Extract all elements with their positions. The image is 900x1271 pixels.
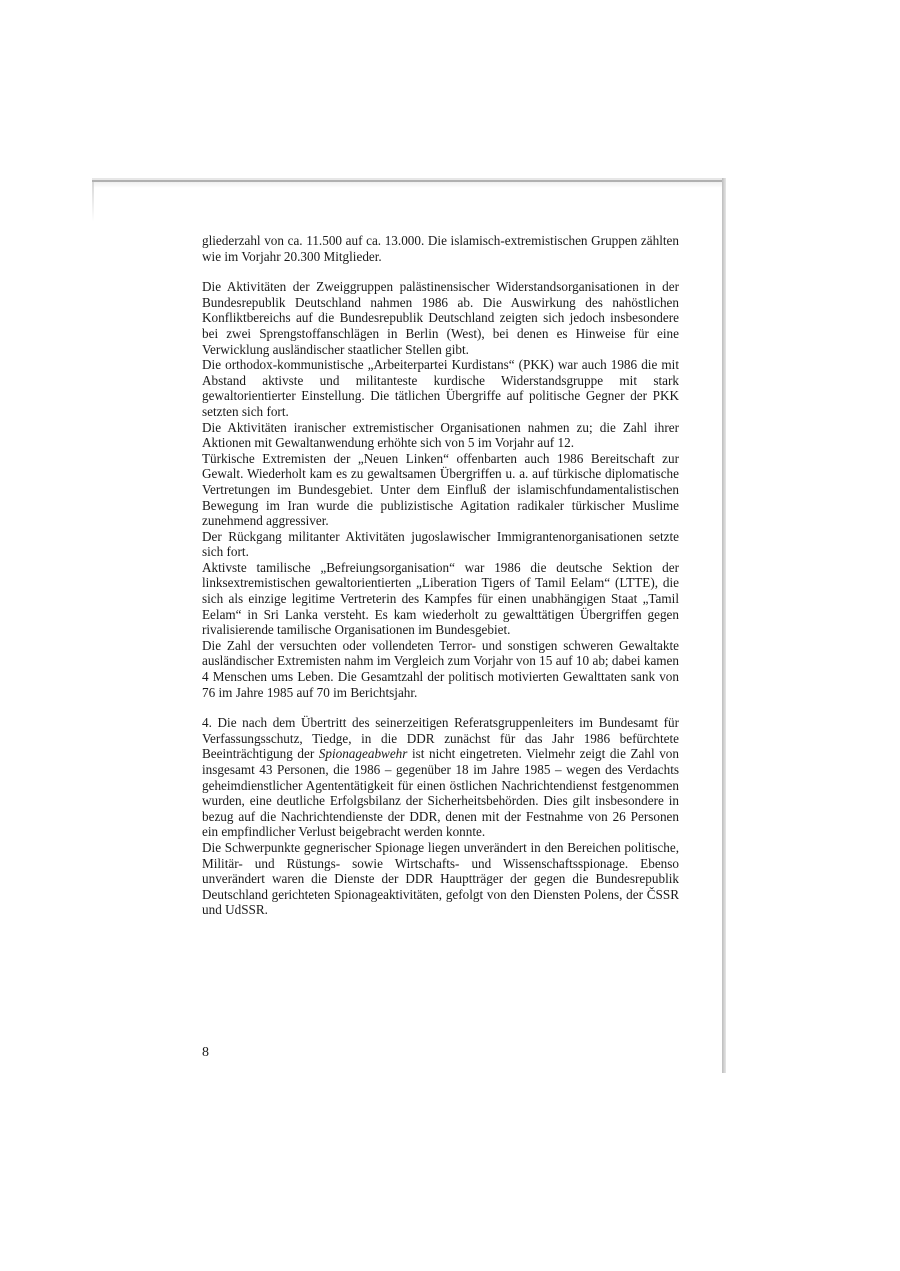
paragraph-violence-statistics: Die Zahl der versuchten oder vollendeten Terror- und sonstigen schweren Gewaltakte ausländischer Extremisten nahm im Vergleich zum Vorjahr von 15 auf 10 ab; dabei kamen 4 Menschen ums Leben. Die Gesamtzahl der politisch motivierten Gewalttaten sank von 76 im Jahre 1985 auf 70 im Berichtsjahr. [202, 637, 679, 700]
paragraph-palestinian-groups: Die Aktivitäten der Zweiggruppen palästinensischer Widerstandsorganisationen in der Bundesrepublik Deutschland nahmen 1986 ab. Die Auswirkung des nahöstlichen Konfliktbereichs auf die Bundesrepublik Deutschland zeigten sich jedoch insbesondere bei zwei Sprengstoffanschlägen in Berlin (West), bei denen es Hinweise für eine Verwicklung ausländischer staatlicher Stellen gibt. [202, 279, 679, 357]
section-4-rest: ist nicht eingetreten. Vielmehr zeigt die Zahl von insgesamt 43 Personen, die 1986 – gegenüber 18 im Jahre 1985 – wegen des Verdachts geheimdienstlicher Agententätigkeit für einen östlichen Nachrichtendienst festgenommen wurden, eine deutliche Erfolgsbilanz der Sicherheitsbehörden. Dies gilt insbesondere in bezug auf die Nachrichtendienste der DDR, denen mit der Festnahme von 26 Personen ein empfindlicher Verlust beigebracht werden konnte. [202, 746, 679, 840]
section-4-emphasis: Spionageabwehr [318, 746, 408, 762]
paragraph-espionage-focus: Die Schwerpunkte gegnerischer Spionage liegen unverändert in den Bereichen politische, Militär- und Rüstungs- sowie Wirtschafts- und Wissenschaftsspionage. Ebenso unverändert waren die Dienste der DDR Hauptträger der gegen die Bundesrepublik Deutschland gerichteten Spionageaktivitäten, gefolgt von den Diensten Polens, der ČSSR und UdSSR. [202, 839, 679, 918]
scan-right-edge [722, 178, 726, 1073]
paragraph-turkish-extremists: Türkische Extremisten der „Neuen Linken“ offenbarten auch 1986 Bereitschaft zur Gewalt. Wiederholt kam es zu gewaltsamen Übergriffen u. a. auf türkische diplomatische Vertretungen im Bundesgebiet. Unter dem Einfluß der islamischfundamentalistischen Bewegung im Iran wurde die publizistische Agitation radikaler türkischer Muslime zunehmend aggressiver. [202, 450, 679, 529]
paragraph-tamil-groups: Aktivste tamilische „Befreiungsorganisation“ war 1986 die deutsche Sektion der linksextremistischen gewaltorientierten „Liberation Tigers of Tamil Eelam“ (LTTE), die sich als einzige legitime Vertreterin des Kampfes für einen unabhängigen Staat „Tamil Eelam“ in Sri Lanka versteht. Es kam wiederholt zu gewalttätigen Übergriffen gegen rivalisierende tamilische Organisationen im Bundesgebiet. [202, 559, 679, 638]
section-4-intro: 4. Die nach dem Übertritt des seinerzeitigen Referatsgruppenleiters im Bundesamt für Verfassungsschutz, Tiedge, in die DDR zunächst für das Jahr 1986 befürchtete Beeinträchtigung der [202, 715, 679, 762]
paragraph-yugoslav-groups: Der Rückgang militanter Aktivitäten jugoslawischer Immigrantenorganisationen setzte sich fort. [202, 528, 679, 560]
paragraph-pkk: Die orthodox-kommunistische „Arbeiterpartei Kurdistans“ (PKK) war auch 1986 die mit Abstand aktivste und militanteste kurdische Widerstandsgruppe mit stark gewaltorientierter Einstellung. Die tätlichen Übergriffe auf politische Gegner der PKK setzten sich fort. [202, 357, 679, 419]
paragraph-membership: gliederzahl von ca. 11.500 auf ca. 13.000. Die islamisch-extremistischen Gruppen zählten wie im Vorjahr 20.300 Mitglieder. [202, 233, 679, 264]
paragraph-iranian-groups: Die Aktivitäten iranischer extremistischer Organisationen nahmen zu; die Zahl ihrer Aktionen mit Gewaltanwendung erhöhte sich von 5 im Vorjahr auf 12. [202, 419, 679, 451]
scan-top-edge-line [92, 180, 724, 182]
scan-left-shadow [92, 182, 94, 222]
paragraph-section-4 [202, 715, 679, 840]
page-number: 8 [202, 1045, 209, 1060]
page-body [202, 233, 679, 918]
